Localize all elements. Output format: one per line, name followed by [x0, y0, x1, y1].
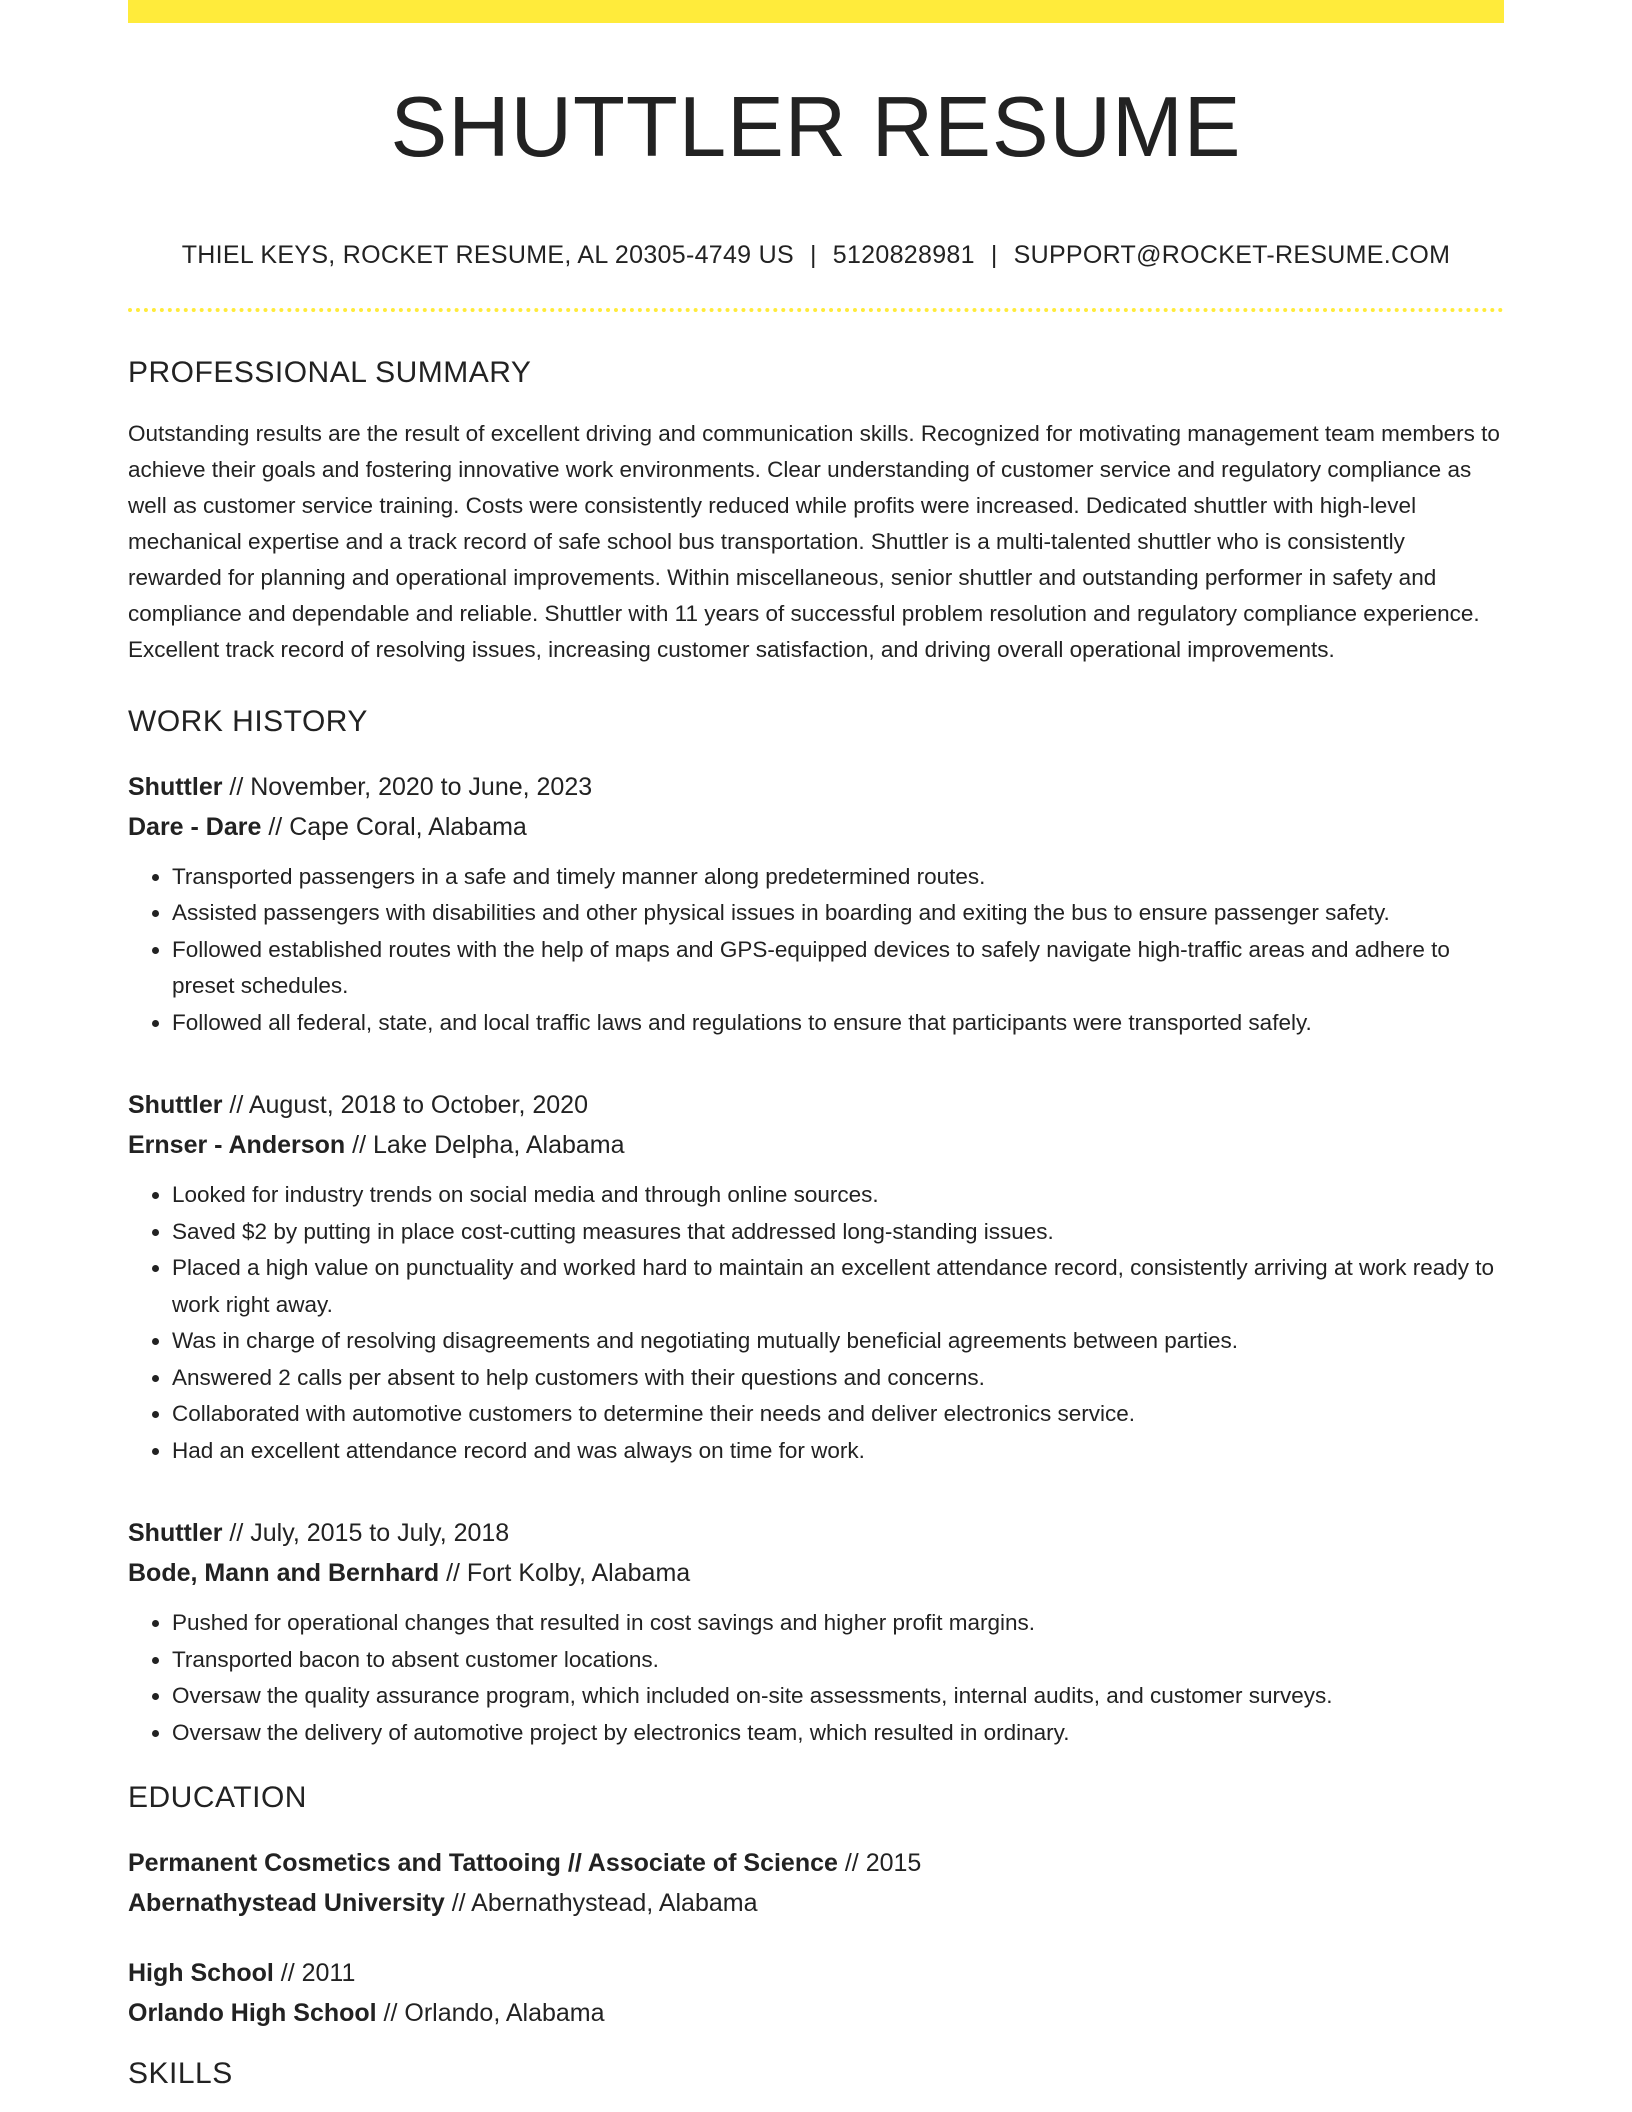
job-bullet: • Transported passengers in a safe and timely manner along predetermined routes. — [172, 859, 1504, 896]
education-degree: Permanent Cosmetics and Tattooing // Associate of Science — [128, 1849, 838, 1877]
job-bullet: • Transported bacon to absent customer locations. — [172, 1642, 1504, 1679]
job-entry — [128, 767, 1504, 1042]
job-title-line — [128, 767, 1504, 807]
contact-phone: 5120828981 — [832, 240, 975, 269]
job-bullet: • Pushed for operational changes that resulted in cost savings and higher profit margins. — [172, 1605, 1504, 1642]
top-accent-bar — [128, 0, 1504, 23]
education-degree-line — [128, 1953, 1504, 1993]
contact-separator: | — [990, 240, 998, 269]
job-company: Bode, Mann and Bernhard — [128, 1559, 440, 1587]
education-degree: High School — [128, 1959, 274, 1987]
job-location: // Lake Delpha, Alabama — [345, 1131, 625, 1159]
job-company-line — [128, 1125, 1504, 1165]
education-year: // 2015 — [837, 1849, 922, 1877]
job-entry — [128, 1085, 1504, 1469]
job-bullet: • Oversaw the delivery of automotive project by electronics team, which resulted in ordinary. — [172, 1715, 1504, 1752]
education-location: // Abernathystead, Alabama — [444, 1889, 758, 1917]
job-company-line — [128, 1553, 1504, 1593]
job-location: // Fort Kolby, Alabama — [439, 1559, 691, 1587]
job-company: Ernser - Anderson — [128, 1131, 346, 1159]
job-bullet: • Assisted passengers with disabilities and other physical issues in boarding and exiting the bus to ensure passenger safety. — [172, 895, 1504, 932]
job-dates: // July, 2015 to July, 2018 — [222, 1519, 510, 1547]
job-dates: // November, 2020 to June, 2023 — [222, 772, 593, 801]
job-company-line — [128, 807, 1504, 847]
contact-address: THIEL KEYS, ROCKET RESUME, AL 20305-4749 US — [181, 240, 794, 269]
skills-heading: SKILLS — [128, 2057, 233, 2090]
job-title-line — [128, 1513, 1504, 1553]
education-school: Orlando High School — [128, 1999, 377, 2027]
job-bullet: • Placed a high value on punctuality and worked hard to maintain an excellent attendance record, consistently arriving at work ready to work right away. — [172, 1250, 1504, 1323]
job-bullet: • Had an excellent attendance record and was always on time for work. — [172, 1433, 1504, 1470]
education-location: // Orlando, Alabama — [376, 1999, 605, 2027]
education-heading: EDUCATION — [128, 1781, 307, 1814]
job-bullet: • Answered 2 calls per absent to help customers with their questions and concerns. — [172, 1360, 1504, 1397]
job-bullet: • Saved $2 by putting in place cost-cutting measures that addressed long-standing issues. — [172, 1214, 1504, 1251]
job-bullet: • Followed established routes with the help of maps and GPS-equipped devices to safely navigate high-traffic areas and adhere to preset schedules. — [172, 932, 1504, 1005]
contact-separator: | — [809, 240, 817, 269]
job-role: Shuttler — [128, 1091, 223, 1119]
education-school-line — [128, 1993, 1504, 2033]
education-school: Abernathystead University — [128, 1889, 445, 1917]
job-bullets — [128, 1605, 1504, 1751]
education-entry — [128, 1843, 1504, 1923]
job-bullet: • Looked for industry trends on social media and through online sources. — [172, 1177, 1504, 1214]
contact-line — [128, 241, 1504, 270]
job-role: Shuttler — [128, 1519, 223, 1547]
education-year: // 2011 — [273, 1959, 356, 1987]
job-entry — [128, 1513, 1504, 1751]
job-bullet: • Was in charge of resolving disagreements and negotiating mutually beneficial agreements between parties. — [172, 1323, 1504, 1360]
work-history-heading: WORK HISTORY — [128, 704, 368, 738]
job-title-line — [128, 1085, 1504, 1125]
education-entry — [128, 1953, 1504, 2033]
job-bullet: • Collaborated with automotive customers to determine their needs and deliver electronics service. — [172, 1396, 1504, 1433]
job-bullets — [128, 859, 1504, 1042]
resume-page — [128, 0, 1504, 2091]
job-bullet: • Followed all federal, state, and local traffic laws and regulations to ensure that participants were transported safely. — [172, 1005, 1504, 1042]
job-bullets — [128, 1177, 1504, 1469]
summary-text: Outstanding results are the result of excellent driving and communication skills. Recognized for motivating management team members to achieve their goals and fostering innovative work environments. Clear understanding of customer service and regulatory compliance as well as customer service training. Costs were consistently reduced while profits were increased. Dedicated shuttler with high-level mechanical expertise and a track record of safe school bus transportation. Shuttler is a multi-talented shuttler who is consistently rewarded for planning and operational improvements. Within miscellaneous, senior shuttler and outstanding performer in safety and compliance and dependable and reliable. Shuttler with 11 years of successful problem resolution and regulatory compliance experience. Excellent track record of resolving issues, increasing customer satisfaction, and driving overall operational improvements. — [128, 420, 1500, 662]
summary-heading: PROFESSIONAL SUMMARY — [128, 355, 532, 389]
job-role: Shuttler — [128, 772, 223, 801]
job-dates: // August, 2018 to October, 2020 — [222, 1091, 588, 1119]
job-location: // Cape Coral, Alabama — [261, 812, 527, 841]
education-degree-line — [128, 1843, 1504, 1883]
header-divider — [128, 308, 1504, 312]
job-bullet: • Oversaw the quality assurance program, which included on-site assessments, internal audits, and customer surveys. — [172, 1678, 1504, 1715]
education-school-line — [128, 1883, 1504, 1923]
job-company: Dare - Dare — [128, 812, 262, 841]
contact-email: SUPPORT@ROCKET-RESUME.COM — [1013, 240, 1451, 269]
resume-title: SHUTTLER RESUME — [390, 80, 1242, 175]
